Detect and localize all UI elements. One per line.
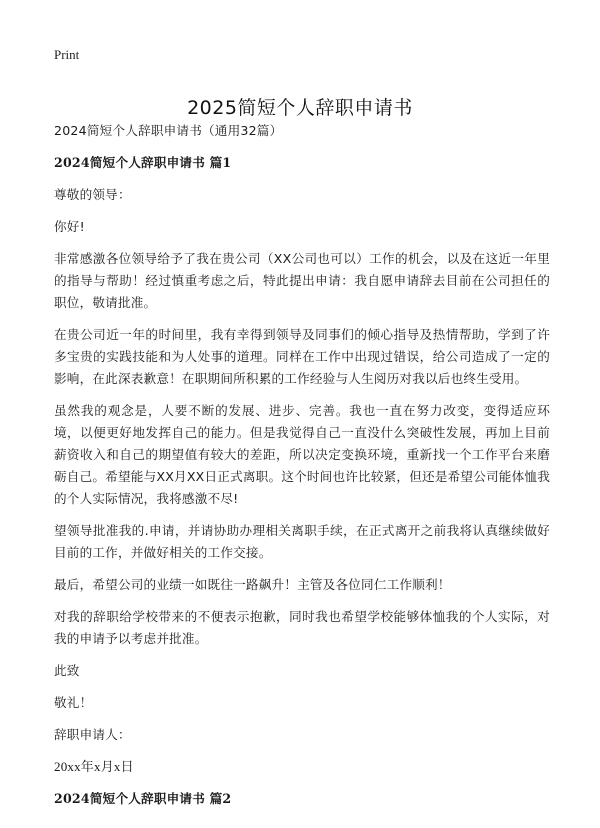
greeting: 你好! [54, 219, 85, 234]
date-line: 20xx年x月x日 [54, 759, 134, 774]
closing-salute: 敬礼！ [54, 695, 93, 710]
paragraph: 在贵公司近一年的时间里，我有幸得到领导及同事们的倾心指导及热情帮助，学到了许多宝贵的实践技能和为人处事的道理。同样在工作中出现过错误，给公司造成了一定的影响，在此深表歉意！在职期间所积累的工作经验与人生阅历对我以后也终生受用。 [54, 327, 550, 386]
document-body [54, 120, 550, 820]
paragraph: 望领导批准我的.申请，并请协助办理相关离职手续，在正式离开之前我将认真继续做好目前的工作，并做好相关的工作交接。 [54, 523, 550, 560]
paragraph: 非常感激各位领导给予了我在贵公司（XX公司也可以）工作的机会，以及在这近一年里的指导与帮助！经过慎重考虑之后，特此提出申请：我自愿申请辞去目前在公司担任的职位，敬请批准。 [54, 251, 550, 310]
paragraph: 最后，希望公司的业绩一如既往一路飙升！主管及各位同仁工作顺利！ [54, 577, 451, 592]
section-heading-2: 2024简短个人辞职申请书 篇2 [54, 791, 232, 806]
document-title: 2025简短个人辞职申请书 [187, 96, 413, 119]
signature-label: 辞职申请人： [54, 727, 131, 742]
document-subtitle: 2024简短个人辞职申请书（通用32篇） [54, 123, 283, 138]
print-label: Print [54, 47, 80, 62]
closing-line: 此致 [54, 663, 80, 678]
section-heading-1: 2024简短个人辞职申请书 篇1 [54, 155, 232, 170]
salutation: 尊敬的领导： [54, 187, 131, 202]
paragraph: 对我的辞职给学校带来的不便表示抱歉，同时我也希望学校能够体恤我的个人实际，对我的申请予以考虑并批准。 [54, 609, 550, 646]
paragraph: 虽然我的观念是，人要不断的发展、进步、完善。我也一直在努力改变，变得适应环境，以便更好地发挥自己的能力。但是我觉得自己一直没什么突破性发展，再加上目前薪资收入和自己的期望值有较大的差距，所以决定变换环境，重新找一个工作平台来磨砺自己。希望能与XX月XX日正式离职。这个时间也许比较紧，但还是希望公司能体恤我的个人实际情况，我将感激不尽! [54, 403, 550, 506]
